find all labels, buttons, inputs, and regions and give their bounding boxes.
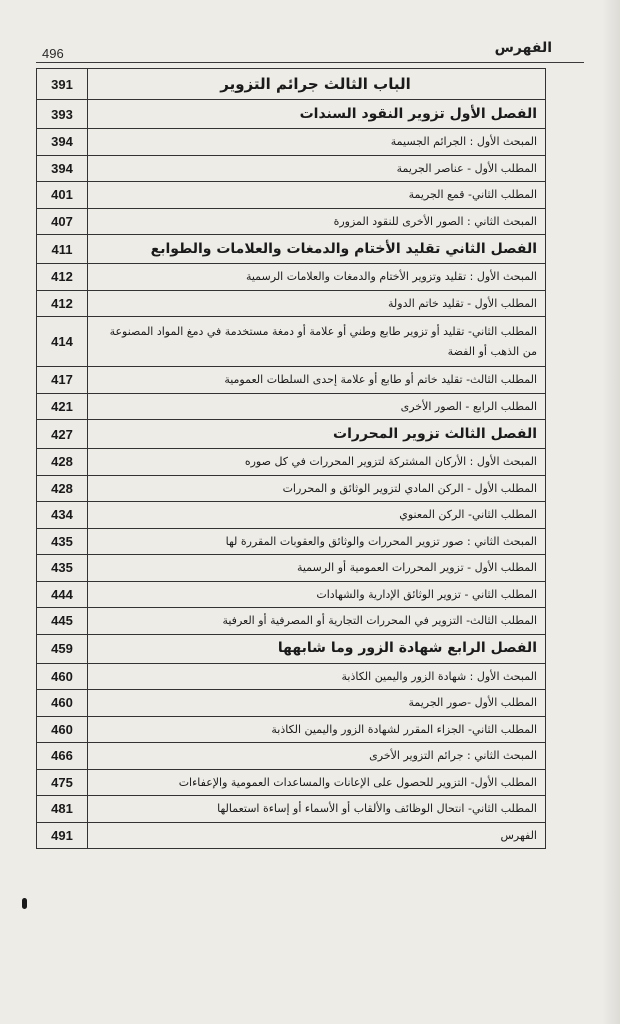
toc-page-number: 466 (37, 743, 88, 770)
toc-entry-title: المطلب الثالث- تقليد خاتم أو طابع أو علامة إحدى السلطات العمومية (88, 367, 546, 394)
toc-row (37, 155, 546, 182)
toc-page-number: 393 (37, 100, 88, 129)
toc-entry-title: المبحث الأول : شهادة الزور واليمين الكاذبة (88, 663, 546, 690)
toc-row (37, 475, 546, 502)
toc-entry-title: المبحث الثاني : جرائم التزوير الأخرى (88, 743, 546, 770)
toc-page-number: 475 (37, 769, 88, 796)
toc-entry-title: المطلب الأول -صور الجريمة (88, 690, 546, 717)
toc-entry-title: الفصل الثالث تزوير المحررات (88, 420, 546, 449)
toc-page-number: 391 (37, 69, 88, 100)
ink-mark (22, 898, 27, 909)
toc-row (37, 290, 546, 317)
toc-entry-title: المطلب الثالث- التزوير في المحررات التجارية أو المصرفية أو العرفية (88, 608, 546, 635)
toc-page-number: 435 (37, 555, 88, 582)
toc-row (37, 69, 546, 100)
toc-page-number: 428 (37, 475, 88, 502)
toc-page-number: 411 (37, 235, 88, 264)
toc-page-number: 421 (37, 393, 88, 420)
toc-page-number: 428 (37, 449, 88, 476)
toc-entry-title: المطلب الأول - تزوير المحررات العمومية أو الرسمية (88, 555, 546, 582)
toc-entry-title: المطلب الأول- التزوير للحصول على الإعانات والمساعدات العمومية والإعفاءات (88, 769, 546, 796)
toc-page-number: 434 (37, 502, 88, 529)
toc-row (37, 100, 546, 129)
running-title: الفهرس (494, 40, 552, 56)
toc-page-number: 412 (37, 264, 88, 291)
toc-page-number: 481 (37, 796, 88, 823)
toc-page-number: 414 (37, 317, 88, 367)
toc-page-number: 491 (37, 822, 88, 849)
toc-page-number: 460 (37, 716, 88, 743)
toc-entry-title: المطلب الثاني- تقليد أو تزوير طابع وطني أو علامة أو دمغة مستخدمة في دمغ المواد المصنوعة من الذهب أو الفضة (88, 317, 546, 367)
toc-row (37, 420, 546, 449)
toc-row (37, 743, 546, 770)
page-number: 496 (42, 46, 64, 61)
toc-entry-title: الفصل الأول تزوير النقود السندات (88, 100, 546, 129)
toc-entry-title: المبحث الأول : تقليد وتزوير الأختام والدمغات والعلامات الرسمية (88, 264, 546, 291)
toc-row (37, 264, 546, 291)
toc-row (37, 716, 546, 743)
toc-entry-title: المطلب الثاني- قمع الجريمة (88, 182, 546, 209)
toc-row (37, 528, 546, 555)
toc-entry-title: المطلب الأول - عناصر الجريمة (88, 155, 546, 182)
toc-entry-title: الباب الثالث جرائم التزوير (88, 69, 546, 100)
toc-page-number: 394 (37, 129, 88, 156)
toc-entry-title: المطلب الأول - تقليد خاتم الدولة (88, 290, 546, 317)
toc-entry-title: المطلب الثاني - تزوير الوثائق الإدارية والشهادات (88, 581, 546, 608)
toc-page-number: 460 (37, 690, 88, 717)
toc-row (37, 393, 546, 420)
toc-page-number: 412 (37, 290, 88, 317)
binding-shadow (602, 0, 620, 1024)
toc-entry-title: الفصل الثاني تقليد الأختام والدمغات والعلامات والطوابع (88, 235, 546, 264)
toc-entry-title: المبحث الأول : الجرائم الجسيمة (88, 129, 546, 156)
toc-row (37, 317, 546, 367)
toc-page-number: 444 (37, 581, 88, 608)
toc-row (37, 182, 546, 209)
toc-page-number: 401 (37, 182, 88, 209)
toc-row (37, 129, 546, 156)
toc-page-number: 407 (37, 208, 88, 235)
toc-page-number: 460 (37, 663, 88, 690)
toc-entry-title: المطلب الثاني- الجزاء المقرر لشهادة الزور واليمين الكاذبة (88, 716, 546, 743)
toc-entry-title: الفهرس (88, 822, 546, 849)
toc-row (37, 634, 546, 663)
toc-page-number: 435 (37, 528, 88, 555)
toc-row (37, 208, 546, 235)
toc-entry-title: المبحث الثاني : الصور الأخرى للنقود المزورة (88, 208, 546, 235)
toc-row (37, 235, 546, 264)
table-of-contents (36, 68, 546, 849)
toc-row (37, 822, 546, 849)
toc-row (37, 367, 546, 394)
toc-entry-title: المطلب الثاني- الركن المعنوي (88, 502, 546, 529)
toc-page-number: 445 (37, 608, 88, 635)
toc-row (37, 502, 546, 529)
toc-row (37, 796, 546, 823)
toc-row (37, 581, 546, 608)
header-rule (36, 62, 584, 63)
toc-row (37, 555, 546, 582)
toc-page-number: 459 (37, 634, 88, 663)
toc-entry-title: الفصل الرابع شهادة الزور وما شابهها (88, 634, 546, 663)
toc-row (37, 608, 546, 635)
toc-body (37, 69, 546, 849)
toc-entry-title: المبحث الثاني : صور تزوير المحررات والوثائق والعقوبات المقررة لها (88, 528, 546, 555)
toc-page-number: 417 (37, 367, 88, 394)
toc-page-number: 427 (37, 420, 88, 449)
toc-entry-title: المطلب الرابع - الصور الأخرى (88, 393, 546, 420)
toc-row (37, 449, 546, 476)
toc-row (37, 690, 546, 717)
toc-row (37, 769, 546, 796)
toc-entry-title: المبحث الأول : الأركان المشتركة لتزوير المحررات في كل صوره (88, 449, 546, 476)
toc-row (37, 663, 546, 690)
toc-entry-title: المطلب الثاني- انتحال الوظائف والألقاب أو الأسماء أو إساءة استعمالها (88, 796, 546, 823)
toc-entry-title: المطلب الأول - الركن المادي لتزوير الوثائق و المحررات (88, 475, 546, 502)
toc-page-number: 394 (37, 155, 88, 182)
